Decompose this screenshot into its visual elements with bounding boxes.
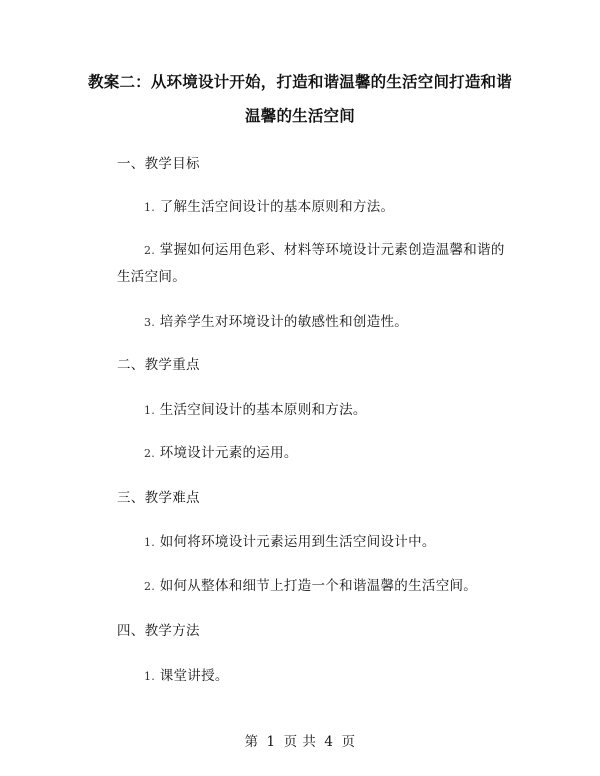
list-item (144, 574, 477, 594)
section-heading-key-points: 二、教学重点 (117, 357, 200, 373)
list-item-text: 课堂讲授。 (159, 668, 229, 684)
footer-total-pages: 4 (324, 734, 334, 750)
list-item-number: 1. (144, 670, 156, 683)
footer-suffix: 页 (341, 734, 356, 750)
list-item (144, 310, 408, 330)
document-title-line-1: 教案二：从环境设计开始，打造和谐温馨的生活空间打造和谐 (88, 73, 512, 91)
footer-page-number: 1 (266, 734, 276, 750)
list-item-number: 3. (144, 316, 156, 329)
list-item-text: 了解生活空间设计的基本原则和方法。 (159, 199, 395, 215)
list-item-text: 如何将环境设计元素运用到生活空间设计中。 (159, 534, 436, 550)
footer-prefix: 第 (244, 734, 259, 750)
list-item (144, 238, 505, 258)
list-item-number: 1. (144, 201, 156, 214)
section-heading-objectives: 一、教学目标 (117, 156, 200, 172)
section-heading-difficulties: 三、教学难点 (117, 490, 200, 506)
page-footer (0, 730, 600, 750)
list-item (144, 398, 367, 418)
list-item-number: 2. (144, 447, 156, 460)
list-item-text: 环境设计元素的运用。 (159, 445, 298, 461)
list-item-continuation: 生活空间。 (117, 269, 186, 285)
list-item-number: 2. (144, 580, 156, 593)
list-item (144, 664, 229, 684)
list-item-text: 掌握如何运用色彩、材料等环境设计元素创造温馨和谐的 (159, 242, 505, 258)
section-heading-methods: 四、教学方法 (117, 623, 200, 639)
footer-middle: 页 共 (283, 734, 317, 750)
list-item (144, 530, 436, 550)
list-item-text: 如何从整体和细节上打造一个和谐温馨的生活空间。 (159, 578, 478, 594)
list-item (144, 195, 394, 215)
list-item (144, 441, 298, 461)
list-item-number: 1. (144, 536, 156, 549)
list-item-number: 2. (144, 244, 156, 257)
list-item-text: 生活空间设计的基本原则和方法。 (159, 402, 367, 418)
document-title-line-2: 温馨的生活空间 (245, 107, 355, 125)
list-item-number: 1. (144, 404, 156, 417)
list-item-text: 培养学生对环境设计的敏感性和创造性。 (159, 314, 409, 330)
